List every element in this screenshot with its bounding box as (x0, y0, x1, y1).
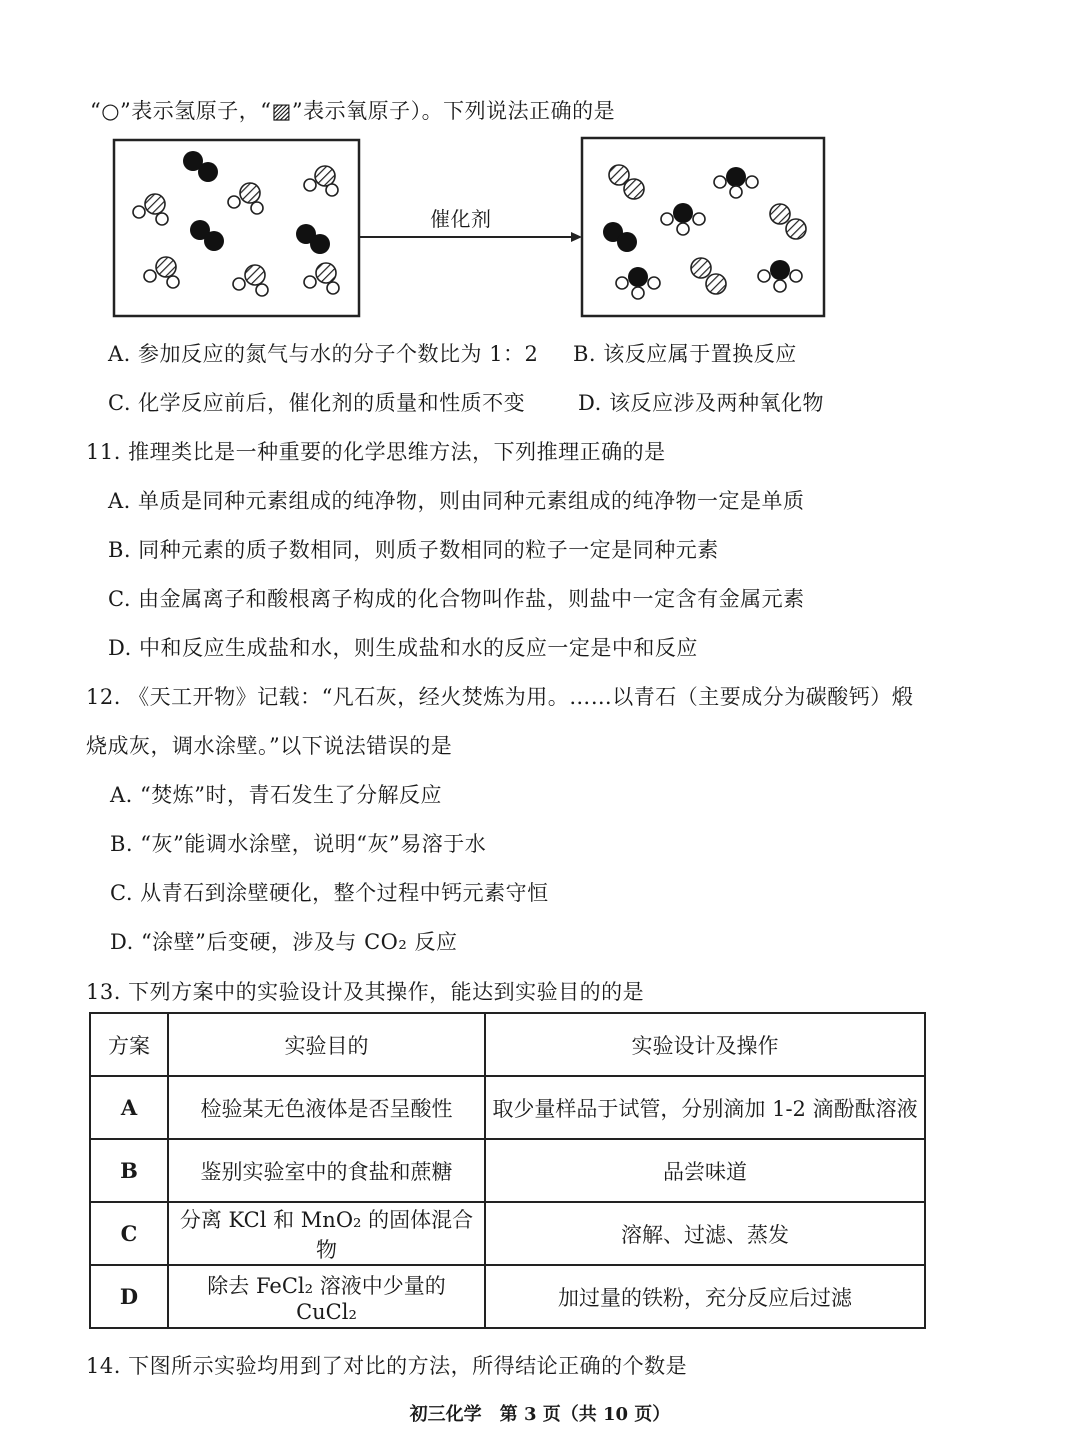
q10-option-b: B. 该反应属于置换反应 (573, 342, 797, 366)
q13-stem: 13. 下列方案中的实验设计及其操作，能达到实验目的的是 (86, 980, 645, 1004)
q11-option-d: D. 中和反应生成盐和水，则生成盐和水的反应一定是中和反应 (108, 636, 698, 660)
q12-stem-line1: 12. 《天工开物》记载：“凡石灰，经火焚炼为用。……以青石（主要成分为碳酸钙）煅 (86, 685, 914, 709)
row-purpose: 分离 KCl 和 MnO₂ 的固体混合物 (168, 1202, 485, 1265)
arrow-head-icon (571, 232, 582, 242)
header-plan: 方案 (90, 1013, 168, 1076)
n2-molecule (183, 151, 218, 182)
table-row (90, 1076, 925, 1139)
q10-option-a: A. 参加反应的氮气与水的分子个数比为 1：2 (108, 342, 539, 366)
nh3-molecule (758, 260, 802, 292)
h2o-molecule (144, 257, 179, 288)
nh3-molecule (616, 267, 660, 299)
row-purpose: 除去 FeCl₂ 溶液中少量的 CuCl₂ (168, 1265, 485, 1328)
q14-stem: 14. 下图所示实验均用到了对比的方法，所得结论正确的个数是 (86, 1354, 688, 1378)
q12-stem-line2: 烧成灰，调水涂壁。”以下说法错误的是 (86, 734, 453, 758)
q12-option-b: B. “灰”能调水涂壁，说明“灰”易溶于水 (110, 832, 487, 856)
row-design: 品尝味道 (485, 1139, 925, 1202)
q11-option-c: C. 由金属离子和酸根离子构成的化合物叫作盐，则盐中一定含有金属元素 (108, 587, 805, 611)
row-label: D (90, 1265, 168, 1328)
q10-legend: “○”表示氢原子，“▨”表示氧原子）。下列说法正确的是 (90, 99, 616, 123)
row-purpose: 鉴别实验室中的食盐和蔗糖 (168, 1139, 485, 1202)
nh3-molecule (714, 167, 758, 198)
nh3-molecule (661, 203, 705, 235)
catalyst-label: 催化剂 (430, 207, 492, 231)
q11-stem: 11. 推理类比是一种重要的化学思维方法，下列推理正确的是 (86, 440, 666, 464)
table-row (90, 1202, 925, 1265)
table-header-row (90, 1013, 925, 1076)
h2o-molecule (304, 166, 338, 196)
n2-molecule (603, 222, 637, 252)
q11-option-a: A. 单质是同种元素组成的纯净物，则由同种元素组成的纯净物一定是单质 (108, 489, 805, 513)
header-design: 实验设计及操作 (485, 1013, 925, 1076)
q10-option-c: C. 化学反应前后，催化剂的质量和性质不变 (108, 391, 526, 415)
row-label: A (90, 1076, 168, 1139)
o2-molecule (609, 165, 644, 199)
o2-molecule (770, 204, 806, 239)
row-label: B (90, 1139, 168, 1202)
q12-option-d: D. “涂壁”后变硬，涉及与 CO₂ 反应 (110, 930, 458, 954)
reaction-diagram (0, 0, 1080, 330)
header-purpose: 实验目的 (168, 1013, 485, 1076)
row-design: 取少量样品于试管，分别滴加 1-2 滴酚酞溶液 (485, 1076, 925, 1139)
h2o-molecule (304, 263, 339, 294)
q13-table (89, 1012, 926, 1329)
row-label: C (90, 1202, 168, 1265)
h2o-molecule (133, 194, 168, 225)
n2-molecule (190, 220, 224, 251)
row-design: 溶解、过滤、蒸发 (485, 1202, 925, 1265)
h2o-molecule (233, 265, 268, 296)
o2-molecule (691, 258, 726, 294)
q10-option-d: D. 该反应涉及两种氧化物 (578, 391, 824, 415)
q12-option-a: A. “焚炼”时，青石发生了分解反应 (110, 783, 442, 807)
page-footer: 初三化学 第 3 页（共 10 页） (409, 1404, 671, 1425)
h2o-molecule (228, 183, 263, 214)
n2-molecule (296, 224, 330, 254)
table-row (90, 1139, 925, 1202)
q12-option-c: C. 从青石到涂壁硬化，整个过程中钙元素守恒 (110, 881, 549, 905)
row-purpose: 检验某无色液体是否呈酸性 (168, 1076, 485, 1139)
row-design: 加过量的铁粉，充分反应后过滤 (485, 1265, 925, 1328)
table-row (90, 1265, 925, 1328)
q11-option-b: B. 同种元素的质子数相同，则质子数相同的粒子一定是同种元素 (108, 538, 719, 562)
